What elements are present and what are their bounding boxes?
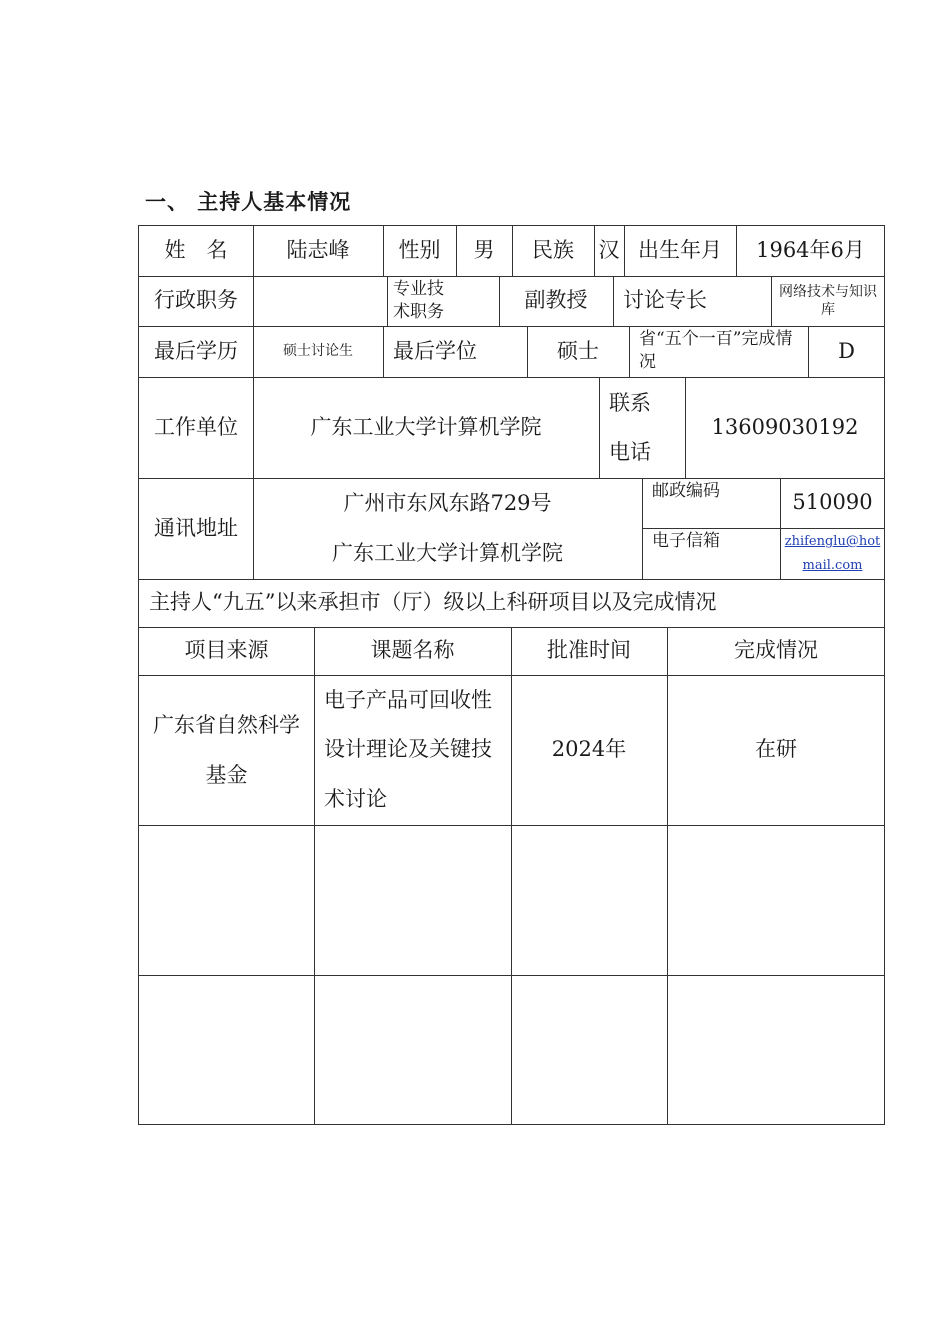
work-label: 工作单位: [154, 414, 238, 439]
address-label: 通讯地址: [154, 515, 238, 540]
specialty-value: 网络技术与知识库: [779, 283, 877, 318]
header-source: 项目来源: [184, 638, 269, 663]
birth-label: 出生年月: [638, 238, 722, 263]
section-title: 一、 主持人基本情况: [145, 190, 352, 214]
email-label: 电子信箱: [652, 531, 720, 551]
table-row-3-name: [314, 975, 511, 1125]
address-value: [253, 478, 642, 579]
address-line-2: 广东工业大学计算机学院: [332, 540, 563, 565]
name-line-1: 电子产品可回收性: [324, 687, 492, 712]
postal-label: 邮政编码: [652, 481, 720, 501]
phone-label-line1: 联系: [609, 391, 651, 416]
province-value: D: [838, 338, 855, 363]
table-row-name: [314, 675, 511, 825]
degree-label: 最后学位: [393, 338, 477, 363]
ethnicity-label: 民族: [532, 238, 574, 263]
source-line-2: 基金: [205, 763, 248, 787]
name-line-2: 设计理论及关键技: [324, 737, 492, 762]
email-value[interactable]: [780, 528, 885, 579]
email-link-part1[interactable]: zhifenglu@hot: [784, 534, 881, 550]
table-row-2-status: [667, 825, 885, 975]
specialty-label: 讨论专长: [623, 288, 707, 313]
name-value: 陆志峰: [286, 238, 350, 263]
table-row-time: 2024年: [551, 737, 627, 762]
table-row-3-source: [139, 975, 314, 1125]
work-value: 广东工业大学计算机学院: [310, 414, 542, 439]
table-row-2-time: [511, 825, 667, 975]
table-row-3-time: [511, 975, 667, 1125]
province-label: 省“五个一百”完成情况: [639, 329, 793, 372]
admin-label: 行政职务: [154, 288, 238, 313]
degree-value: 硕士: [557, 338, 599, 363]
header-time: 批准时间: [547, 638, 631, 663]
gender-label: 性别: [398, 238, 441, 263]
email-link-part2[interactable]: mail.com: [802, 557, 863, 573]
table-row-2-source: [139, 825, 314, 975]
birth-value: 1964年6月: [756, 238, 865, 263]
projects-title: 主持人“九五”以来承担市（厅）级以上科研项目以及完成情况: [149, 590, 717, 615]
title-value: 副教授: [524, 288, 588, 313]
name-line-3: 术讨论: [324, 786, 387, 811]
info-table: [138, 225, 885, 1125]
ethnicity-value: 汉: [598, 238, 620, 263]
postal-value: 510090: [792, 490, 873, 515]
admin-value: [253, 276, 387, 326]
table-row-source: [139, 675, 314, 825]
table-row-2-name: [314, 825, 511, 975]
phone-value: 13609030192: [711, 414, 859, 439]
edu-label: 最后学历: [154, 338, 238, 363]
gender-value: 男: [473, 238, 495, 263]
address-line-1: 广州市东风东路729号: [343, 491, 552, 516]
header-name: 课题名称: [370, 638, 455, 663]
edu-value: 硕士讨论生: [283, 343, 353, 360]
table-row-status: 在研: [755, 737, 797, 762]
table-row-3-status: [667, 975, 885, 1125]
source-line-1: 广东省自然科学: [153, 712, 300, 737]
name-label: 姓 名: [164, 238, 228, 263]
header-status: 完成情况: [734, 638, 818, 663]
phone-label: [599, 377, 685, 478]
title-label: 专业技术职务: [393, 279, 444, 322]
phone-label-line2: 电话: [609, 439, 651, 464]
